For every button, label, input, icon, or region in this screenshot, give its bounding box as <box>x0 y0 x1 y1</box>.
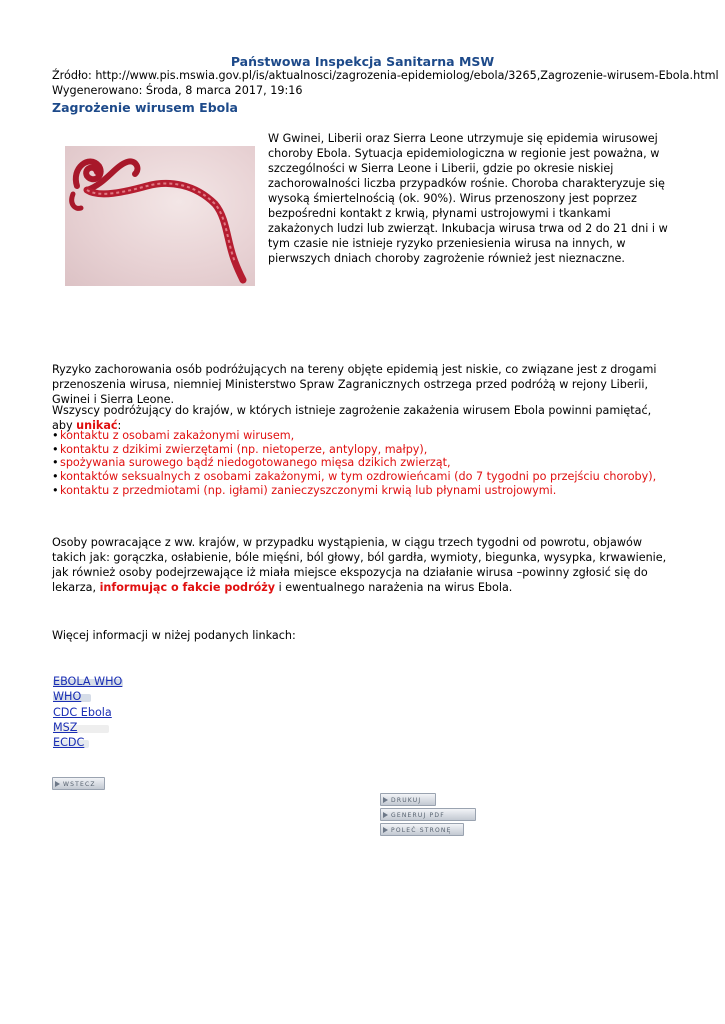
returning-emphasis: informując o fakcie podróży <box>99 581 276 594</box>
link-who[interactable] <box>53 689 122 704</box>
more-info-text: Więcej informacji w niżej podanych linkach: <box>52 629 296 642</box>
page-title: Państwowa Inspekcja Sanitarna MSW <box>230 54 495 69</box>
article-heading: Zagrożenie wirusem Ebola <box>52 100 238 115</box>
link-ecdc[interactable] <box>53 735 122 750</box>
links-list <box>53 674 122 750</box>
link-label: CDC Ebola <box>53 705 112 719</box>
link-ebola-who[interactable] <box>53 674 122 689</box>
avoid-item: • kontaktu z dzikimi zwierzętami (np. nietoperze, antylopy, małpy), <box>52 443 656 457</box>
avoid-item: • kontaktu z przedmiotami (np. igłami) zanieczyszczonymi krwią lub płynami ustrojowymi. <box>52 484 656 498</box>
ebola-virus-image <box>65 146 255 286</box>
returning-text: Osoby powracające z ww. krajów, w przypadku wystąpienia, w ciągu trzech tygodni od powrotu, objawów takich jak: gorączka, osłabienie, bóle mięśni, ból głowy, ból gardła, wymioty, biegunka, wysypka, krwawienie, jak również osoby podejrzewające iż miała miejsce ekspozycja na działanie wirusa –powinny zgłosić się do lekarza, <box>52 536 667 594</box>
intro-paragraph: W Gwinei, Liberii oraz Sierra Leone utrzymuje się epidemia wirusowej choroby Ebola. Sytuacja epidemiologiczna w regionie jest poważna, w szczególności w Sierra Leone i Liberii, gdzie po okresie niskiej zachorowalności liczba przypadków rośnie. Choroba charakteryzuje się wysoką śmiertelnością (ok. 90%). Wirus przenoszony jest poprzez bezpośredni kontakt z krwią, płynami ustrojowymi i tkankami zakażonych ludzi lub zwierząt. Inkubacja wirusa trwa od 2 do 21 dni i w tym czasie nie istnieje ryzyko przeniesienia wirusa na innych, w pierwszych dniach choroby zagrożenie również jest nieznaczne. <box>268 132 668 265</box>
avoid-list <box>52 429 656 498</box>
avoid-item: • kontaktu z osobami zakażonymi wirusem, <box>52 429 656 443</box>
back-button[interactable]: WSTECZ <box>52 777 105 790</box>
link-label: EBOLA WHO <box>53 675 123 688</box>
returning-paragraph <box>52 535 672 595</box>
link-label: MSZ <box>53 720 78 734</box>
generated-line: Wygenerowano: Środa, 8 marca 2017, 19:16 <box>52 84 303 97</box>
link-msz[interactable] <box>53 720 122 735</box>
risk-paragraph: Ryzyko zachorowania osób podróżujących na tereny objęte epidemią jest niskie, co związane jest z drogami przenoszenia wirusa, niemniej Ministerstwo Spraw Zagranicznych ostrzega przed podróżą w rejony Liberii, Gwinei i Sierra Leone. <box>52 363 657 406</box>
print-button[interactable]: DRUKUJ <box>380 793 436 806</box>
generate-pdf-button[interactable]: GENERUJ PDF <box>380 808 476 821</box>
returning-end: i ewentualnego narażenia na wirus Ebola. <box>275 581 513 594</box>
avoid-item: • kontaktów seksualnych z osobami zakażonymi, w tym ozdrowieńcami (do 7 tygodni po przejściu choroby), <box>52 470 656 484</box>
link-cdc-ebola[interactable] <box>53 705 122 720</box>
source-line: Źródło: http://www.pis.mswia.gov.pl/is/aktualnosci/zagrozenia-epidemiolog/ebola/3265,Zagrozenie-wirusem-Ebola.html <box>52 69 719 82</box>
avoid-emphasis: unikać <box>76 419 118 432</box>
avoid-item: • spożywania surowego bądź niedogotowanego mięsa dzikich zwierząt, <box>52 456 656 470</box>
recommend-page-button[interactable]: POLEĆ STRONĘ <box>380 823 464 836</box>
avoid-colon: : <box>117 419 122 432</box>
avoid-intro-text: Wszyscy podróżujący do krajów, w których istnieje zagrożenie zakażenia wirusem Ebola powinni pamiętać, aby <box>52 404 652 432</box>
link-label: ECDC <box>53 736 85 750</box>
link-label: WHO <box>53 690 82 704</box>
